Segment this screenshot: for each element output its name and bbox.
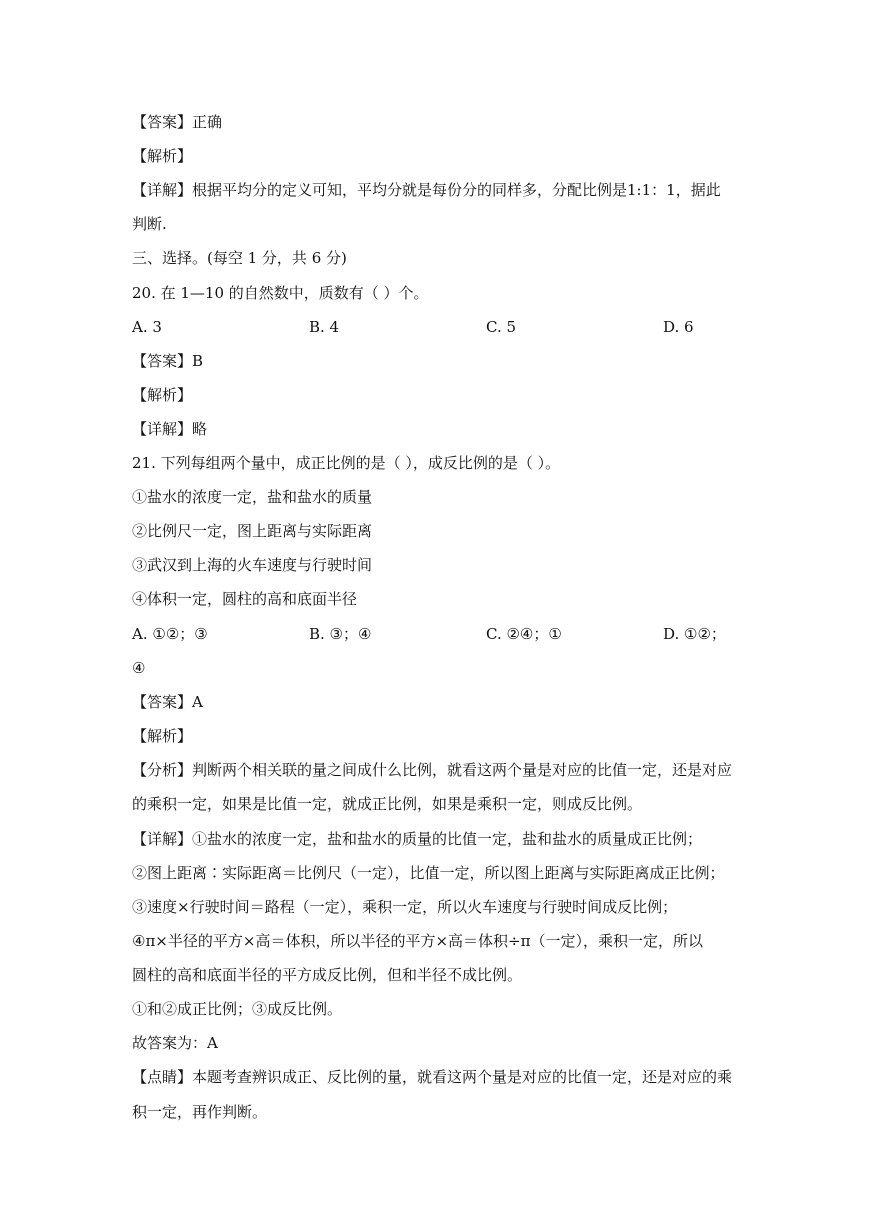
q20-options (132, 317, 752, 337)
q21-answer: 【答案】A (132, 693, 203, 711)
q21-detail-line-1: 【详解】①盐水的浓度一定，盐和盐水的质量的比值一定，盐和盐水的质量成正比例； (132, 830, 703, 848)
q20-option-b: B. 4 (309, 318, 340, 336)
q19-answer: 【答案】正确 (132, 113, 223, 131)
q21-item-4: ④体积一定，圆柱的高和底面半径 (132, 590, 358, 608)
q19-analysis-label: 【解析】 (132, 147, 193, 165)
q21-detail-line-2: ②图上距离∶实际距离＝比例尺（一定），比值一定，所以图上距离与实际距离成正比例； (132, 864, 725, 882)
q21-stem: 21. 下列每组两个量中，成正比例的是（ ），成反比例的是（ ）。 (132, 454, 561, 472)
q19-detail-line-1: 【详解】根据平均分的定义可知，平均分就是每份分的同样多，分配比例是1:1：1，据此 (132, 181, 721, 199)
q20-option-c: C. 5 (486, 318, 517, 336)
q21-item-1: ①盐水的浓度一定，盐和盐水的质量 (132, 488, 373, 506)
q21-comment-line-1: 【点睛】本题考查辨识成正、反比例的量，就看这两个量是对应的比值一定，还是对应的乘 (132, 1068, 733, 1086)
q21-option-b: B. ③；④ (309, 625, 372, 643)
q21-item-3: ③武汉到上海的火车速度与行驶时间 (132, 556, 373, 574)
q20-detail: 【详解】略 (132, 420, 208, 438)
q21-detail-line-4: ④π×半径的平方×高＝体积，所以半径的平方×高＝体积÷π（一定），乘积一定，所以 (132, 932, 703, 950)
q21-item-2: ②比例尺一定，图上距离与实际距离 (132, 522, 373, 540)
q21-fenxi-line-1: 【分析】判断两个相关联的量之间成什么比例，就看这两个量是对应的比值一定，还是对应 (132, 761, 733, 779)
q20-stem: 20. 在 1—10 的自然数中，质数有（ ）个。 (132, 284, 429, 302)
q21-option-a: A. ①②；③ (132, 625, 208, 643)
q21-final-answer: 故答案为：A (132, 1034, 218, 1052)
q21-option-c: C. ②④；① (486, 625, 562, 643)
q21-detail-line-3: ③速度×行驶时间＝路程（一定），乘积一定，所以火车速度与行驶时间成反比例； (132, 898, 678, 916)
q21-option-d: D. ①②； (663, 625, 726, 643)
q21-comment-line-2: 积一定，再作判断。 (132, 1103, 268, 1121)
q19-detail-line-2: 判断. (132, 215, 167, 233)
q21-summary: ①和②成正比例；③成反比例。 (132, 1000, 343, 1018)
section-3-title: 三、选择。(每空 1 分，共 6 分) (132, 249, 347, 267)
q21-options (132, 624, 752, 644)
q20-answer: 【答案】B (132, 352, 204, 370)
q21-option-d-continued: ④ (132, 659, 146, 677)
q21-analysis-label: 【解析】 (132, 727, 193, 745)
q20-option-d: D. 6 (663, 318, 694, 336)
q21-detail-line-5: 圆柱的高和底面半径的平方成反比例，但和半径不成比例。 (132, 966, 523, 984)
q21-fenxi-line-2: 的乘积一定，如果是比值一定，就成正比例，如果是乘积一定，则成反比例。 (132, 795, 643, 813)
q20-analysis-label: 【解析】 (132, 386, 193, 404)
q20-option-a: A. 3 (132, 318, 162, 336)
